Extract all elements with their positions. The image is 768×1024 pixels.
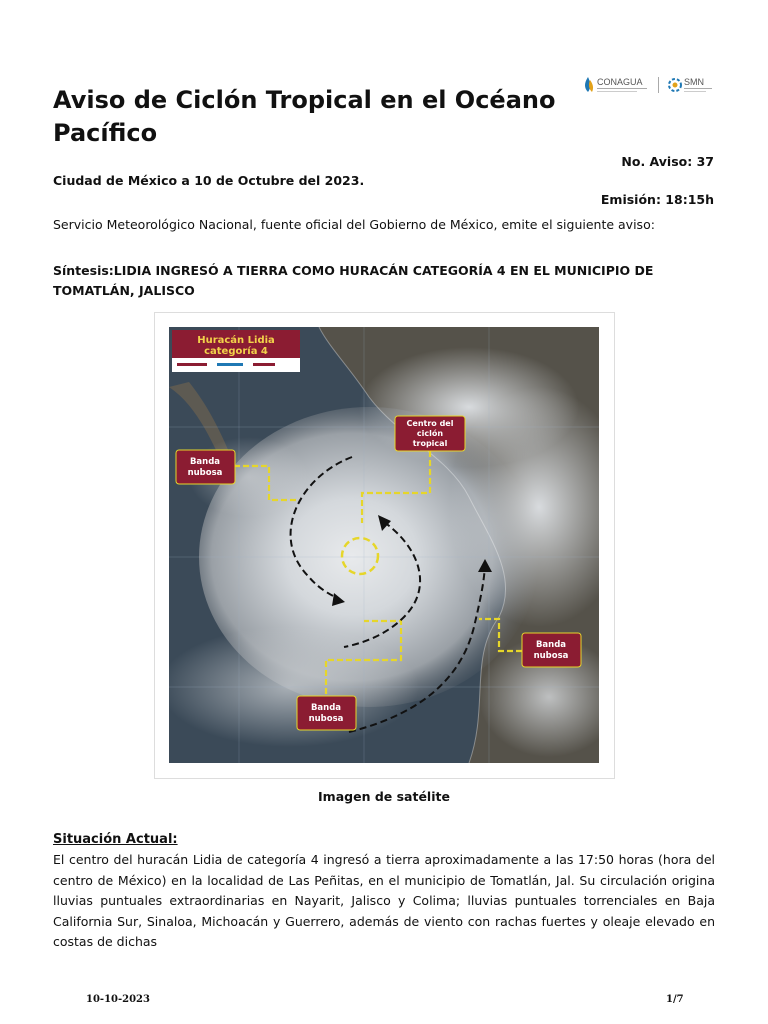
svg-text:ciclón: ciclón <box>416 429 444 438</box>
agency-logos <box>582 74 716 96</box>
footer-date: 10-10-2023 <box>86 994 150 1005</box>
figure-title-line1: Huracán Lidia <box>197 335 275 346</box>
svg-text:tropical: tropical <box>412 439 448 448</box>
svg-text:Banda: Banda <box>189 457 221 467</box>
aviso-number: No. Aviso: 37 <box>621 154 714 169</box>
synthesis-text: Síntesis:LIDIA INGRESÓ A TIERRA COMO HURACÁN CATEGORÍA 4 EN EL MUNICIPIO DE TOMATLÁN, JALISCO <box>53 263 654 298</box>
label-banda-nubosa-1 <box>176 450 235 484</box>
document-title: Aviso de Ciclón Tropical en el Océano Pacífico <box>53 86 556 147</box>
city-date: Ciudad de México a 10 de Octubre del 2023. <box>53 173 365 188</box>
smn-logo-text: SMN <box>684 77 704 87</box>
figure-caption: Imagen de satélite <box>318 789 450 804</box>
svg-text:nubosa: nubosa <box>308 714 344 724</box>
conagua-logo <box>585 77 647 92</box>
svg-text:Banda: Banda <box>535 640 567 650</box>
conagua-logo-text: CONAGUA <box>597 77 643 87</box>
svg-text:nubosa: nubosa <box>533 651 569 661</box>
situation-heading: Situación Actual: <box>53 832 178 847</box>
intro-text: Servicio Meteorológico Nacional, fuente oficial del Gobierno de México, emite el siguiente aviso: <box>53 217 655 232</box>
label-banda-nubosa-2 <box>522 633 581 667</box>
smn-logo <box>669 77 712 92</box>
svg-text:Centro del: Centro del <box>406 419 454 428</box>
label-banda-nubosa-3 <box>297 696 356 730</box>
page-number: 1/7 <box>666 994 684 1005</box>
svg-text:nubosa: nubosa <box>187 468 223 478</box>
svg-text:Banda: Banda <box>310 703 342 713</box>
figure-title-line2: categoría 4 <box>204 346 268 357</box>
issue-time: Emisión: 18:15h <box>600 192 714 207</box>
label-centro-ciclon <box>395 416 465 451</box>
situation-body: El centro del huracán Lidia de categoría 4 ingresó a tierra aproximadamente a las 17:50 horas (hora del centro de México) en la localidad de Las Peñitas, en el municipio de Tomatlán, Jal. Su circulación origina lluvias puntuales extraordinarias en Nayarit, Jalisco y Colima; lluvias puntuales torrenciales en Baja California Sur, Sinaloa, Michoacán y Guerrero, además de viento con rachas fuertes y oleaje elevado en costas de dichas <box>53 852 715 949</box>
satellite-image <box>169 327 599 763</box>
